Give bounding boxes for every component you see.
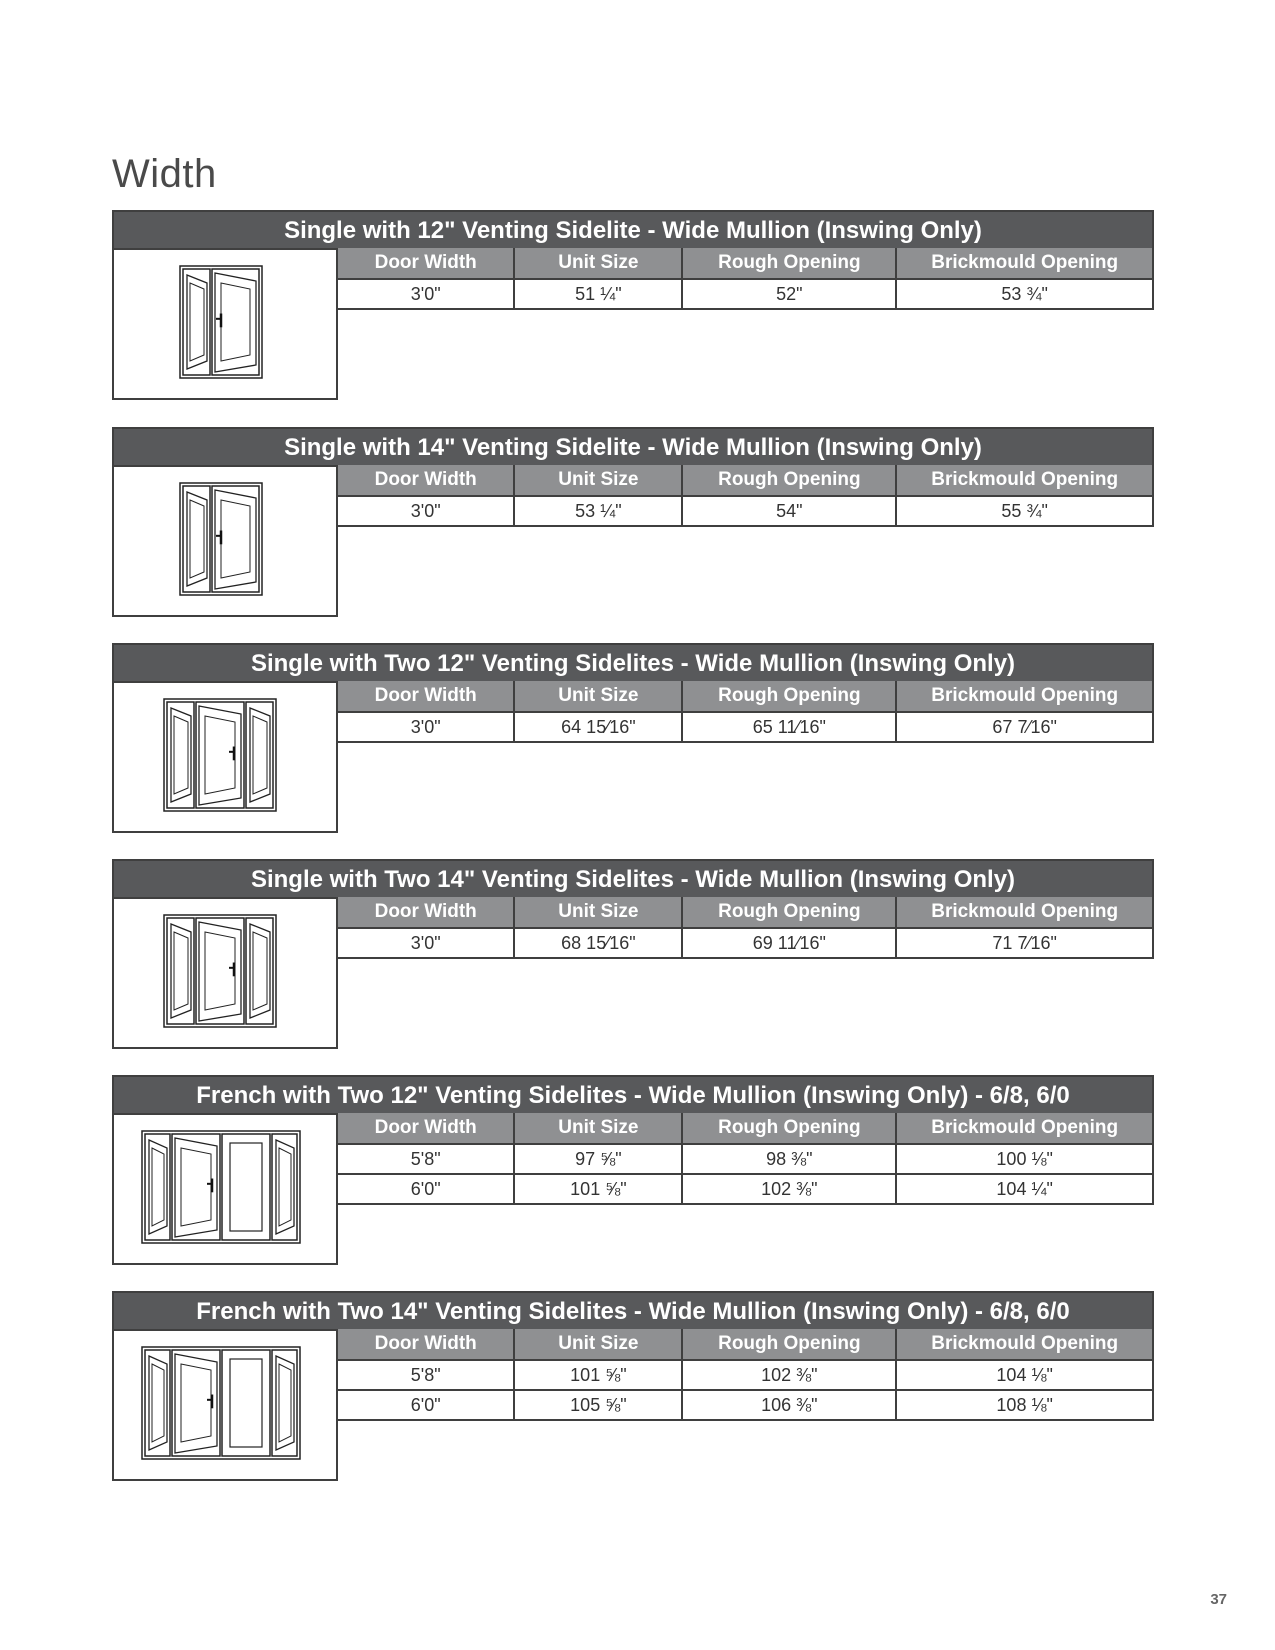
table-cell: 6'0" [337, 1390, 514, 1420]
table-row [337, 279, 1153, 309]
size-section [112, 427, 1154, 617]
column-header: Door Width [337, 465, 514, 496]
size-section [112, 643, 1154, 833]
table-row [337, 712, 1153, 742]
section-body [112, 248, 1154, 400]
table-row [337, 928, 1153, 958]
column-header: Unit Size [514, 897, 682, 928]
door-drawing [164, 699, 276, 811]
column-header: Door Width [337, 248, 514, 279]
door-drawing [164, 915, 276, 1027]
size-section [112, 859, 1154, 1049]
table-cell: 97 ⅝" [514, 1144, 682, 1174]
size-table [336, 1329, 1154, 1421]
table-row [337, 496, 1153, 526]
french-with-two-sidelites-door-icon [112, 1113, 338, 1265]
section-title: French with Two 12" Venting Sidelites - Wide Mullion (Inswing Only) - 6/8, 6/0 [112, 1075, 1154, 1113]
single-with-two-sidelites-door-icon [112, 681, 338, 833]
column-header: Brickmould Opening [896, 1329, 1153, 1360]
section-title: French with Two 14" Venting Sidelites - Wide Mullion (Inswing Only) - 6/8, 6/0 [112, 1291, 1154, 1329]
table-cell: 105 ⅝" [514, 1390, 682, 1420]
table-row [337, 1174, 1153, 1204]
table-cell: 5'8" [337, 1360, 514, 1390]
size-table [336, 465, 1154, 527]
single-with-one-sidelite-door-icon [112, 248, 338, 400]
table-cell: 101 ⅝" [514, 1174, 682, 1204]
table-cell: 64 15⁄16" [514, 712, 682, 742]
column-header: Rough Opening [682, 1329, 896, 1360]
table-cell: 3'0" [337, 496, 514, 526]
section-title: Single with 12" Venting Sidelite - Wide Mullion (Inswing Only) [112, 210, 1154, 248]
section-body [112, 1329, 1154, 1481]
column-header: Rough Opening [682, 681, 896, 712]
table-cell: 102 ⅜" [682, 1174, 896, 1204]
table-cell: 53 ¼" [514, 496, 682, 526]
door-diagram-svg [114, 1115, 336, 1263]
door-drawing [180, 266, 262, 378]
column-header: Rough Opening [682, 897, 896, 928]
column-header: Brickmould Opening [896, 681, 1153, 712]
table-cell: 104 ⅛" [896, 1360, 1153, 1390]
section-title: Single with Two 12" Venting Sidelites - Wide Mullion (Inswing Only) [112, 643, 1154, 681]
column-header: Brickmould Opening [896, 897, 1153, 928]
table-cell: 54" [682, 496, 896, 526]
column-header: Door Width [337, 1329, 514, 1360]
column-header: Rough Opening [682, 1113, 896, 1144]
table-cell: 101 ⅝" [514, 1360, 682, 1390]
table-cell: 100 ⅛" [896, 1144, 1153, 1174]
single-with-one-sidelite-door-icon [112, 465, 338, 617]
table-cell: 98 ⅜" [682, 1144, 896, 1174]
table-cell: 3'0" [337, 928, 514, 958]
section-body [112, 465, 1154, 617]
column-header: Brickmould Opening [896, 248, 1153, 279]
table-cell: 53 ¾" [896, 279, 1153, 309]
size-section [112, 1075, 1154, 1265]
size-table [336, 1113, 1154, 1205]
table-cell: 65 11⁄16" [682, 712, 896, 742]
table-cell: 102 ⅜" [682, 1360, 896, 1390]
single-with-two-sidelites-door-icon [112, 897, 338, 1049]
section-body [112, 897, 1154, 1049]
column-header: Unit Size [514, 248, 682, 279]
door-diagram-svg [114, 683, 336, 831]
size-table [336, 248, 1154, 310]
size-table [336, 681, 1154, 743]
column-header: Unit Size [514, 1329, 682, 1360]
size-section [112, 210, 1154, 400]
section-body [112, 1113, 1154, 1265]
table-header-row [337, 465, 1153, 496]
column-header: Unit Size [514, 465, 682, 496]
door-diagram-svg [114, 1331, 336, 1479]
size-table [336, 897, 1154, 959]
table-row [337, 1390, 1153, 1420]
table-row [337, 1144, 1153, 1174]
table-cell: 3'0" [337, 279, 514, 309]
table-cell: 3'0" [337, 712, 514, 742]
table-cell: 55 ¾" [896, 496, 1153, 526]
section-title: Single with 14" Venting Sidelite - Wide Mullion (Inswing Only) [112, 427, 1154, 465]
table-row [337, 1360, 1153, 1390]
table-cell: 68 15⁄16" [514, 928, 682, 958]
column-header: Door Width [337, 1113, 514, 1144]
section-title: Single with Two 14" Venting Sidelites - Wide Mullion (Inswing Only) [112, 859, 1154, 897]
column-header: Brickmould Opening [896, 1113, 1153, 1144]
table-cell: 106 ⅜" [682, 1390, 896, 1420]
column-header: Door Width [337, 897, 514, 928]
door-diagram-svg [114, 899, 336, 1047]
table-header-row [337, 248, 1153, 279]
door-drawing [180, 483, 262, 595]
column-header: Brickmould Opening [896, 465, 1153, 496]
door-drawing [142, 1131, 300, 1243]
column-header: Door Width [337, 681, 514, 712]
page-number: 37 [1210, 1591, 1227, 1608]
table-cell: 67 7⁄16" [896, 712, 1153, 742]
column-header: Rough Opening [682, 465, 896, 496]
door-drawing [142, 1347, 300, 1459]
page-title: Width [112, 152, 217, 196]
table-cell: 104 ¼" [896, 1174, 1153, 1204]
table-cell: 51 ¼" [514, 279, 682, 309]
column-header: Rough Opening [682, 248, 896, 279]
table-cell: 108 ⅛" [896, 1390, 1153, 1420]
table-header-row [337, 897, 1153, 928]
size-section [112, 1291, 1154, 1481]
door-diagram-svg [114, 250, 336, 398]
table-cell: 5'8" [337, 1144, 514, 1174]
french-with-two-sidelites-door-icon [112, 1329, 338, 1481]
column-header: Unit Size [514, 681, 682, 712]
table-cell: 6'0" [337, 1174, 514, 1204]
column-header: Unit Size [514, 1113, 682, 1144]
door-diagram-svg [114, 467, 336, 615]
table-header-row [337, 1329, 1153, 1360]
section-body [112, 681, 1154, 833]
table-cell: 69 11⁄16" [682, 928, 896, 958]
table-cell: 71 7⁄16" [896, 928, 1153, 958]
table-cell: 52" [682, 279, 896, 309]
table-header-row [337, 1113, 1153, 1144]
table-header-row [337, 681, 1153, 712]
